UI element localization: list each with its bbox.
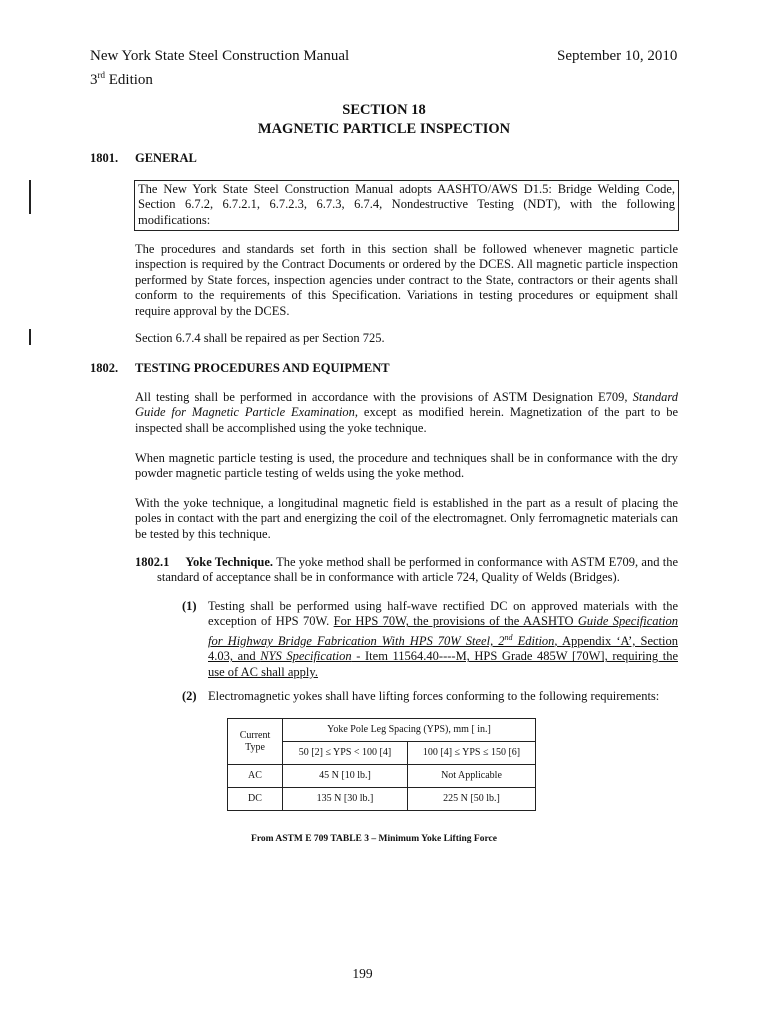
force-cell: 45 N [10 lb.]	[283, 765, 408, 788]
edition-line	[90, 66, 153, 90]
section-number: SECTION 18	[342, 102, 426, 118]
subsection-number: 1802.1	[135, 555, 170, 569]
section-1802-number: 1802.	[90, 361, 119, 375]
section-1802-paragraph-1	[135, 390, 678, 436]
subsection-1802-1	[135, 555, 678, 586]
astm-guide-title: Standard Guide for Magnetic Particle Examination	[135, 390, 678, 420]
edition-superscript: nd	[504, 632, 513, 642]
aashto-guide-edition: Edition	[512, 633, 555, 648]
yps-range-1-header: 50 [2] ≤ YPS < 100 [4]	[283, 742, 408, 765]
item-1-label	[182, 599, 197, 614]
item-label: (1)	[182, 599, 197, 613]
aashto-guide-title: Guide Specification for Highway Bridge Fabrication With HPS 70W Steel, 2	[208, 614, 678, 648]
section-1802-heading: TESTING PROCEDURES AND EQUIPMENT	[135, 361, 390, 375]
provision-text: For HPS 70W, the provisions of the AASHTO	[333, 614, 578, 629]
provision-text: - Item 11564.40----M, HPS Grade 485W [70W], requiring the use of AC shall apply.	[208, 649, 678, 679]
item-label: (2)	[182, 689, 197, 703]
table-row	[228, 765, 536, 788]
section-1802-paragraph-2: When magnetic particle testing is used, the procedure and techniques shall be in conformance with the dry powder magnetic particle testing of welds using the yoke method.	[135, 451, 678, 481]
edition-text: Edition	[105, 72, 153, 88]
yps-range-2-header: 100 [4] ≤ YPS ≤ 150 [6]	[408, 742, 536, 765]
revision-change-bar	[29, 329, 31, 345]
revision-change-bar	[29, 180, 31, 214]
yoke-lifting-force-table	[227, 718, 536, 811]
yps-group-header: Yoke Pole Leg Spacing (YPS), mm [ in.]	[283, 719, 536, 742]
nys-specification-title: NYS Specification	[260, 649, 352, 664]
item-2-label	[182, 689, 197, 704]
header-date: September 10, 2010	[557, 48, 678, 64]
provision-text: , Appendix ‘A’, Section 4.03, and	[208, 633, 678, 664]
table-caption: From ASTM E 709 TABLE 3 – Minimum Yoke Lifting Force	[251, 834, 497, 844]
edition-superscript: rd	[97, 70, 105, 80]
section-1802-paragraph-3: With the yoke technique, a longitudinal magnetic field is established in the part as a result of placing the poles in contact with the part and energizing the coil of the electromagnet. Only ferromagnetic materials can be tested by this technique.	[135, 496, 678, 541]
adoption-notice-box: The New York State Steel Construction Manual adopts AASHTO/AWS D1.5: Bridge Welding Code, Section 6.7.2, 6.7.2.1, 6.7.2.3, 6.7.3, 6.7.4, Nondestructive Testing (NDT), with the following modifications:	[134, 180, 679, 231]
page-number: 199	[352, 966, 373, 981]
section-1801-paragraph-1: The procedures and standards set forth in this section shall be followed whenever magnetic particle inspection is required by the Contract Documents or ordered by the DCES. All magnetic particle inspection performed by State forces, inspection agencies under contract to the State, contractors or their agents shall conform to the requirements of this Specification. Variations in testing procedures or equipment shall require approval by the DCES.	[135, 242, 678, 318]
manual-title: New York State Steel Construction Manual	[90, 48, 350, 64]
item-text: Testing shall be performed using half-wave rectified DC on approved materials with the exception of HPS 70W.	[208, 599, 678, 629]
current-type-header: Current Type	[228, 719, 283, 765]
item-1-text	[208, 599, 678, 680]
force-cell: 135 N [30 lb.]	[283, 788, 408, 811]
force-cell: 225 N [50 lb.]	[408, 788, 536, 811]
section-title: MAGNETIC PARTICLE INSPECTION	[257, 121, 511, 137]
current-type-cell: AC	[228, 765, 283, 788]
section-1801-heading: GENERAL	[135, 151, 197, 165]
current-type-cell: DC	[228, 788, 283, 811]
paragraph-text: , except as modified herein. Magnetization of the part to be inspected shall be accomplished using the yoke technique.	[135, 405, 678, 435]
subsection-text: The yoke method shall be performed in conformance with ASTM E709, and the standard of acceptance shall be in conformance with article 724, Quality of Welds (Bridges).	[157, 555, 678, 585]
table-row	[228, 788, 536, 811]
section-1801-paragraph-2: Section 6.7.4 shall be repaired as per Section 725.	[135, 331, 385, 345]
section-1801-number: 1801.	[90, 151, 119, 165]
edition-number: 3	[90, 72, 98, 88]
item-2-text: Electromagnetic yokes shall have lifting forces conforming to the following requirements:	[208, 689, 660, 703]
paragraph-text: All testing shall be performed in accordance with the provisions of ASTM Designation E709,	[135, 390, 633, 404]
subsection-heading: Yoke Technique.	[185, 555, 274, 569]
force-cell: Not Applicable	[408, 765, 536, 788]
